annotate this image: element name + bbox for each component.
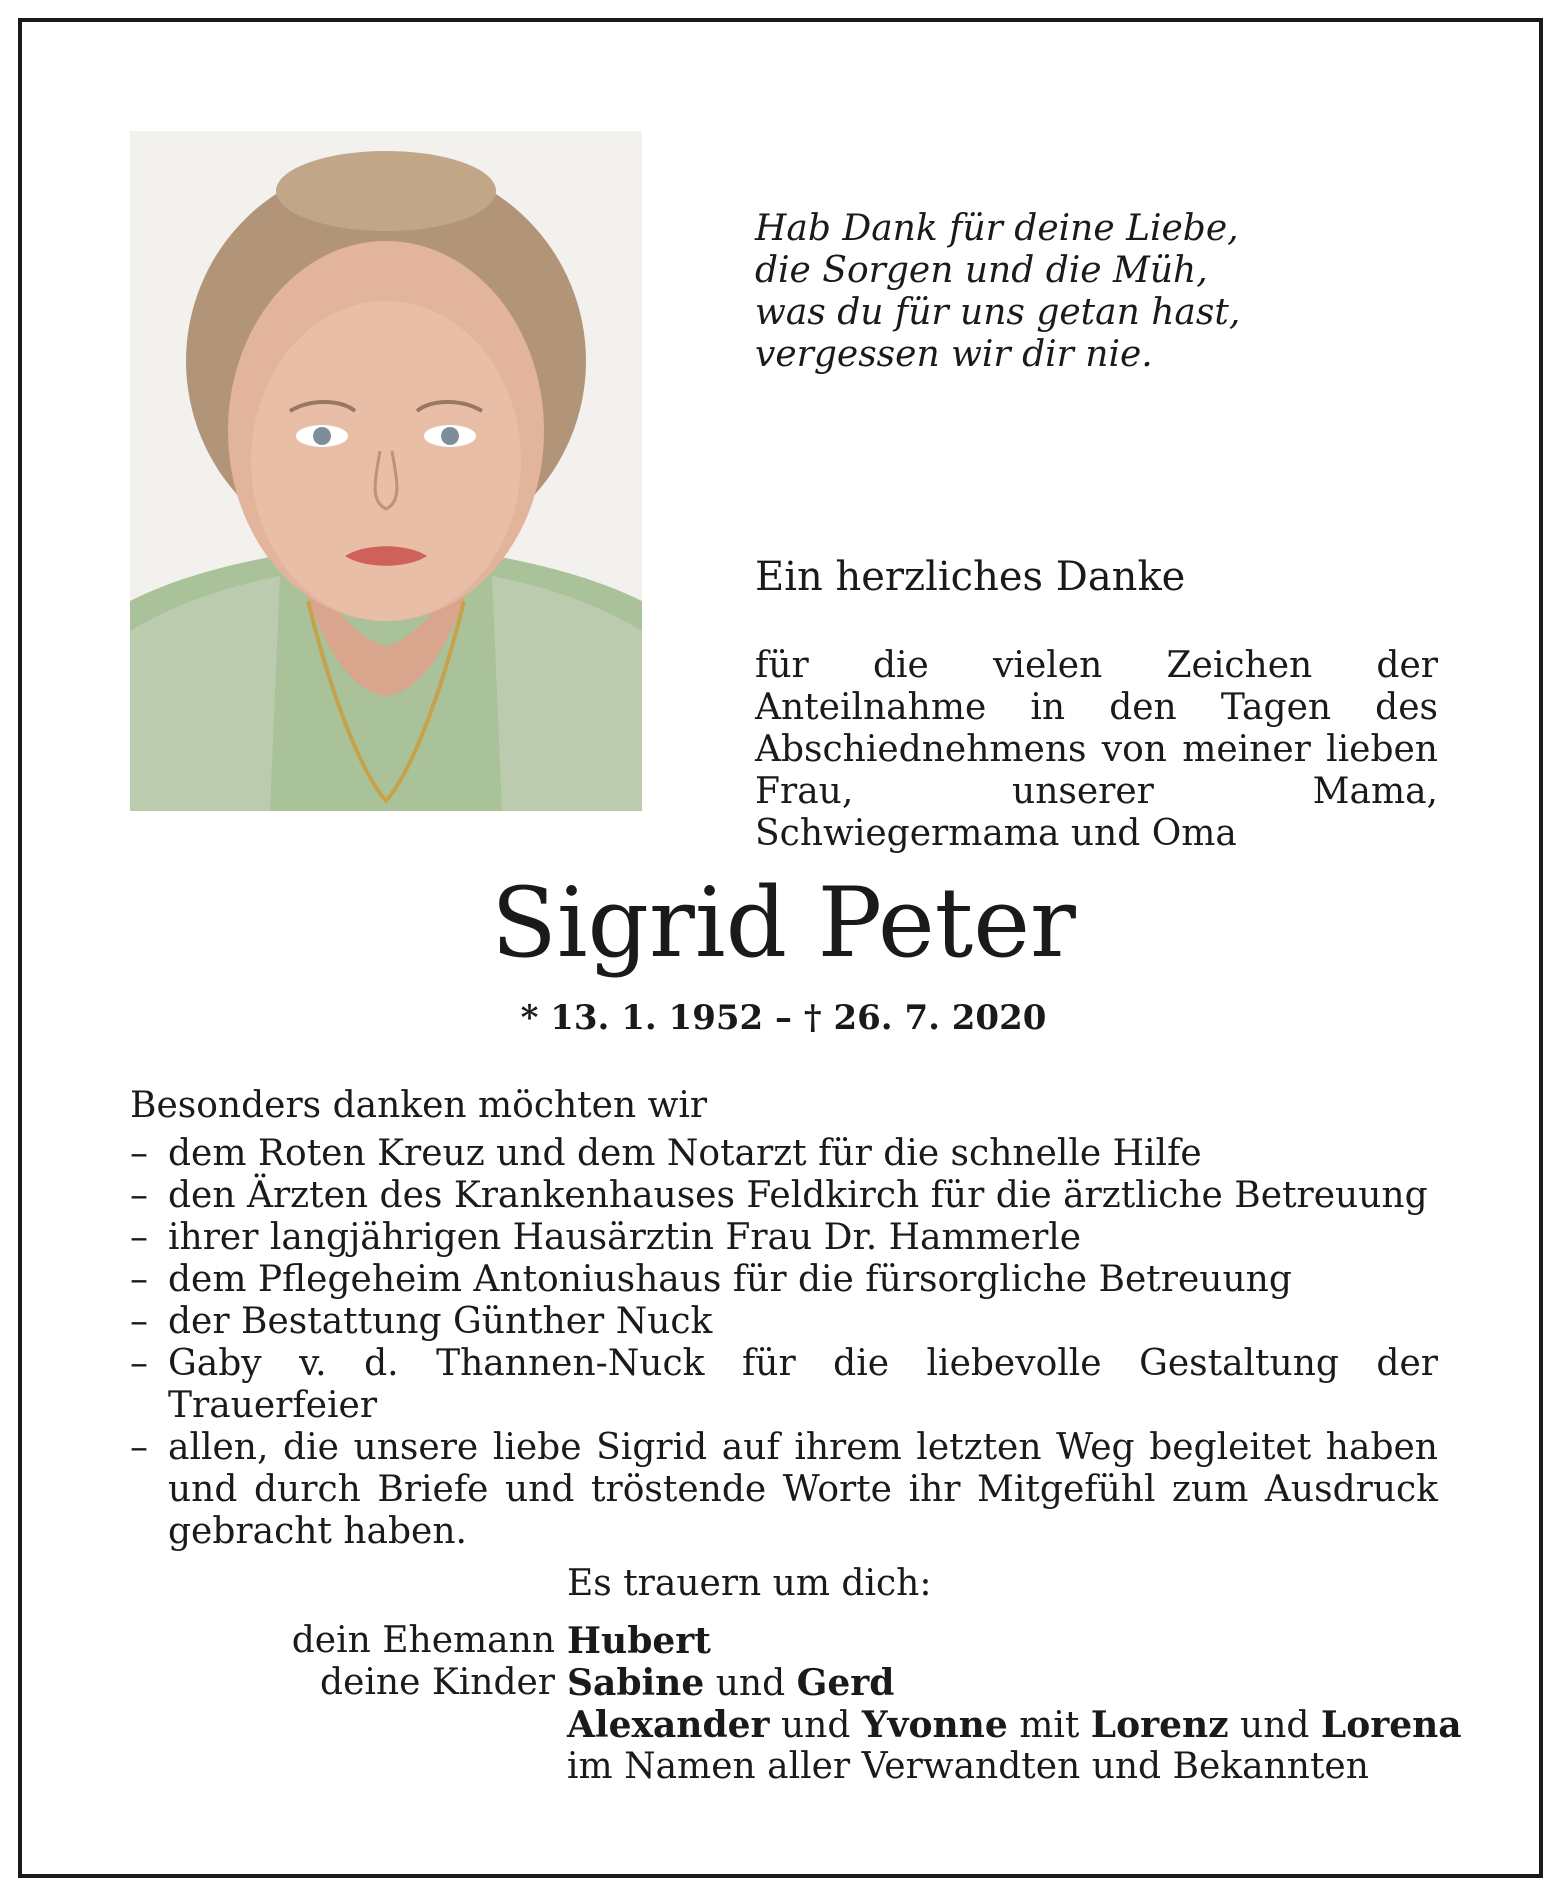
list-item: – allen, die unsere liebe Sigrid auf ihrem letzten Weg begleitet haben und durch Briefe und tröstende Worte ihr Mitgefühl zum Ausdruck gebracht haben.	[130, 1427, 1438, 1552]
mourner-role: deine Kinder	[320, 1662, 555, 1703]
dash-bullet: –	[130, 1133, 148, 1174]
dash-bullet: –	[130, 1217, 148, 1258]
mourner-name: Sabine	[567, 1662, 705, 1704]
dash-bullet: –	[130, 1427, 148, 1468]
mourner-name: Lorena	[1320, 1704, 1462, 1746]
dash-bullet: –	[130, 1301, 148, 1342]
conjunction: und	[715, 1663, 786, 1704]
list-item: – ihrer langjährigen Hausärztin Frau Dr. Hammerle	[130, 1217, 1082, 1258]
thanks-heading: Ein herzliches Danke	[755, 554, 1186, 600]
poem-line: was du für uns getan hast,	[755, 292, 1241, 333]
deceased-name: Sigrid Peter	[491, 867, 1076, 979]
conjunction: und	[1240, 1705, 1310, 1746]
dash-bullet: –	[130, 1343, 148, 1384]
list-item: – den Ärzten des Krankenhauses Feldkirch für die ärztliche Betreuung	[130, 1175, 1428, 1216]
special-thanks-list	[130, 1133, 1438, 1553]
dash-bullet: –	[130, 1259, 148, 1300]
mourner-closing: im Namen aller Verwandten und Bekannten	[567, 1746, 1369, 1787]
conjunction: mit	[1019, 1705, 1080, 1746]
mourner-row-husband	[291, 1620, 711, 1663]
poem-line: die Sorgen und die Müh,	[755, 250, 1208, 291]
poem-line: vergessen wir dir nie.	[755, 334, 1153, 375]
mourner-name: Lorenz	[1090, 1704, 1229, 1746]
mourner-name: Yvonne	[861, 1704, 1008, 1746]
mourners-heading: Es trauern um dich:	[567, 1563, 932, 1604]
mourner-row-children	[320, 1662, 895, 1705]
list-item: – dem Roten Kreuz und dem Notarzt für die schnelle Hilfe	[130, 1133, 1202, 1174]
mourner-name: Alexander	[567, 1704, 770, 1746]
mourner-role: dein Ehemann	[291, 1620, 555, 1661]
memorial-poem	[755, 208, 1240, 376]
special-thanks-intro: Besonders danken möchten wir	[130, 1085, 708, 1126]
mourner-name: Hubert	[567, 1620, 711, 1662]
life-dates: * 13. 1. 1952 – † 26. 7. 2020	[520, 998, 1047, 1038]
mourner-name: Gerd	[796, 1662, 895, 1704]
mourner-row-family	[567, 1704, 1462, 1747]
list-item: – dem Pflegeheim Antoniushaus für die fürsorgliche Betreuung	[130, 1259, 1292, 1300]
poem-line: Hab Dank für deine Liebe,	[755, 208, 1239, 249]
dash-bullet: –	[130, 1175, 148, 1216]
portrait-photo	[130, 131, 642, 811]
list-item: – Gaby v. d. Thannen-Nuck für die liebevolle Gestaltung der Trauerfeier	[130, 1343, 1438, 1426]
thanks-text: für die vielen Zeichen der Anteilnahme in den Tagen des Abschiednehmens von meiner lieben Frau, unserer Mama, Schwiegermama und Oma	[755, 645, 1438, 854]
list-item: – der Bestattung Günther Nuck	[130, 1301, 713, 1342]
conjunction: und	[780, 1705, 851, 1746]
